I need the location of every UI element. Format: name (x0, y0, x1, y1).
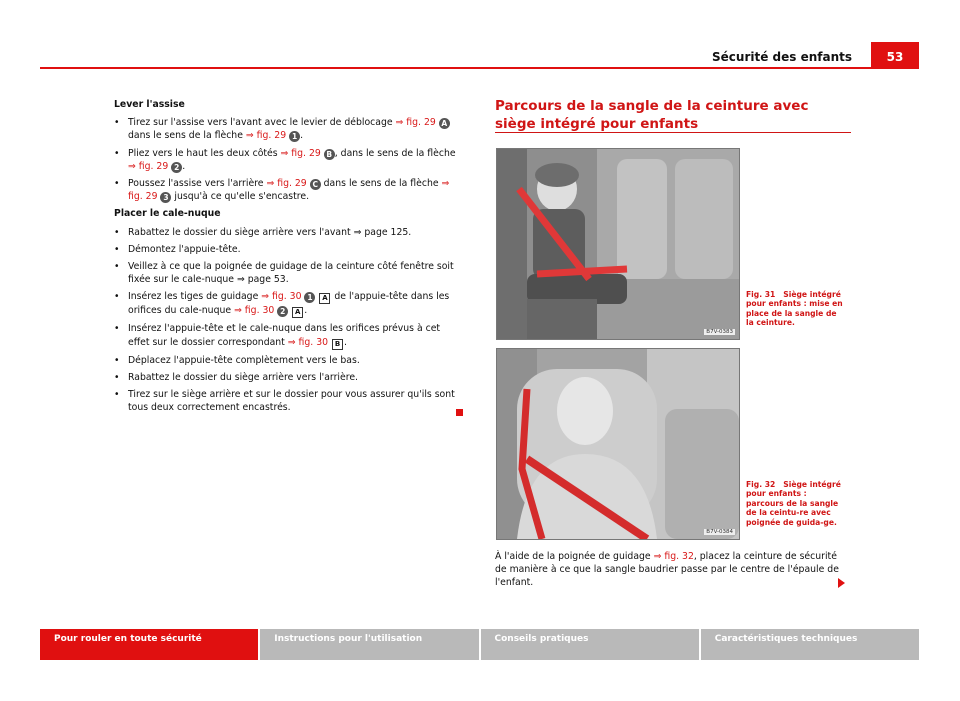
fig-link[interactable]: ⇒ fig. 29 (280, 147, 321, 159)
body-paragraph: À l'aide de la poignée de guidage ⇒ fig. 32, placez la ceinture de sécurité de manière à ce que la sangle baudrier passe par le centre de l'épaule de l'enfant. (495, 551, 839, 589)
section-end-marker (456, 409, 463, 416)
callout-box: A (292, 307, 303, 318)
list-item: • Tirez sur l'assise vers l'avant avec le levier de déblocage ⇒ fig. 29 A dans le sens de la flèche ⇒ fig. 29 1 . (114, 116, 464, 142)
fig-link[interactable]: ⇒ fig. 30 (234, 305, 275, 317)
list-item: • Tirez sur le siège arrière et sur le dossier pour vous assurer qu'ils sont tous deux correctement encastrés. (114, 389, 455, 414)
footer-tab-conseils[interactable]: Conseils pratiques (481, 629, 699, 660)
running-header-title: Sécurité des enfants (712, 50, 852, 64)
list-item: • Insérez l'appuie-tête et le cale-nuque dans les orifices prévus à cet effet sur le dossier correspondant ⇒ fig. 30 B . (114, 323, 441, 348)
section-title-underline (495, 132, 851, 133)
callout-badge: 2 (171, 162, 182, 173)
fig-link[interactable]: ⇒ fig. 29 (128, 160, 169, 172)
footer-tab-caracteristiques[interactable]: Caractéristiques techniques (701, 629, 919, 660)
header-divider (40, 67, 919, 69)
fig-link[interactable]: ⇒ fig. 29 (128, 178, 450, 203)
subheading-cale-nuque: Placer le cale-nuque (114, 208, 221, 220)
list-item: • Pliez vers le haut les deux côtés ⇒ fig. 29 B , dans le sens de la flèche ⇒ fig. 29 2 . (114, 147, 456, 172)
figure-31-caption-text: Siège intégré pour enfants : mise en place de la sangle de la ceinture. (746, 290, 843, 328)
figure-reference-code: B7V-0384 (706, 529, 733, 535)
figure-32-caption (746, 480, 846, 527)
figure-reference-code: B7V-0383 (706, 329, 733, 335)
callout-badge: B (324, 149, 335, 160)
callout-badge: A (439, 118, 450, 129)
list-item: • Déplacez l'appuie-tête complètement vers le bas. (114, 354, 360, 366)
list-item: • Poussez l'assise vers l'arrière ⇒ fig. 29 C dans le sens de la flèche ⇒ fig. 29 3 jusqu'à ce qu'elle s'encastre. (114, 178, 450, 203)
list-item: • Rabattez le dossier du siège arrière vers l'avant ⇒ page 125. (114, 226, 412, 238)
fig-link[interactable]: ⇒ fig. 29 (266, 178, 307, 190)
callout-badge: C (310, 179, 321, 190)
callout-badge: 1 (289, 131, 300, 142)
callout-box: B (332, 339, 343, 350)
left-column (114, 98, 464, 418)
figure-32-image (496, 348, 740, 540)
page-number: 53 (871, 42, 919, 68)
fig-link[interactable]: ⇒ fig. 29 (395, 117, 436, 129)
fig-link[interactable]: ⇒ fig. 30 (287, 336, 329, 348)
list-item: • Rabattez le dossier du siège arrière vers l'arrière. (114, 371, 359, 383)
list-item: • Démontez l'appuie-tête. (114, 243, 241, 255)
continue-arrow-icon (838, 578, 845, 588)
list-item: • Insérez les tiges de guidage ⇒ fig. 30 1 A de l'appuie-tête dans les orifices du cale-nuque ⇒ fig. 30 2 A . (114, 291, 450, 317)
fig-link[interactable]: ⇒ fig. 29 (245, 130, 287, 142)
callout-badge: 3 (160, 192, 171, 203)
callout-badge: 1 (304, 292, 315, 303)
footer-tab-instructions[interactable]: Instructions pour l'utilisation (260, 629, 478, 660)
figure-31-caption-label: Fig. 31 (746, 290, 776, 299)
figure-31-caption (746, 290, 846, 328)
figure-31-image (496, 148, 740, 340)
section-title: Parcours de la sangle de la ceinture avec siège intégré pour enfants (495, 98, 809, 132)
figure-32-caption-text: Siège intégré pour enfants : parcours de la sangle de la ceintu-re avec poignée de guida-ge. (746, 480, 841, 527)
fig-link[interactable]: ⇒ fig. 32 (653, 551, 694, 562)
callout-box: A (319, 293, 330, 304)
footer-nav (40, 629, 919, 660)
list-item: • Veillez à ce que la poignée de guidage de la ceinture côté fenêtre soit fixée sur le cale-nuque ⇒ page 53. (114, 261, 454, 286)
fig-link[interactable]: ⇒ fig. 30 (261, 291, 302, 303)
subheading-lever-assise: Lever l'assise (114, 99, 185, 110)
callout-badge: 2 (277, 306, 288, 317)
footer-tab-securite[interactable]: Pour rouler en toute sécurité (40, 629, 258, 660)
figure-32-caption-label: Fig. 32 (746, 480, 776, 489)
